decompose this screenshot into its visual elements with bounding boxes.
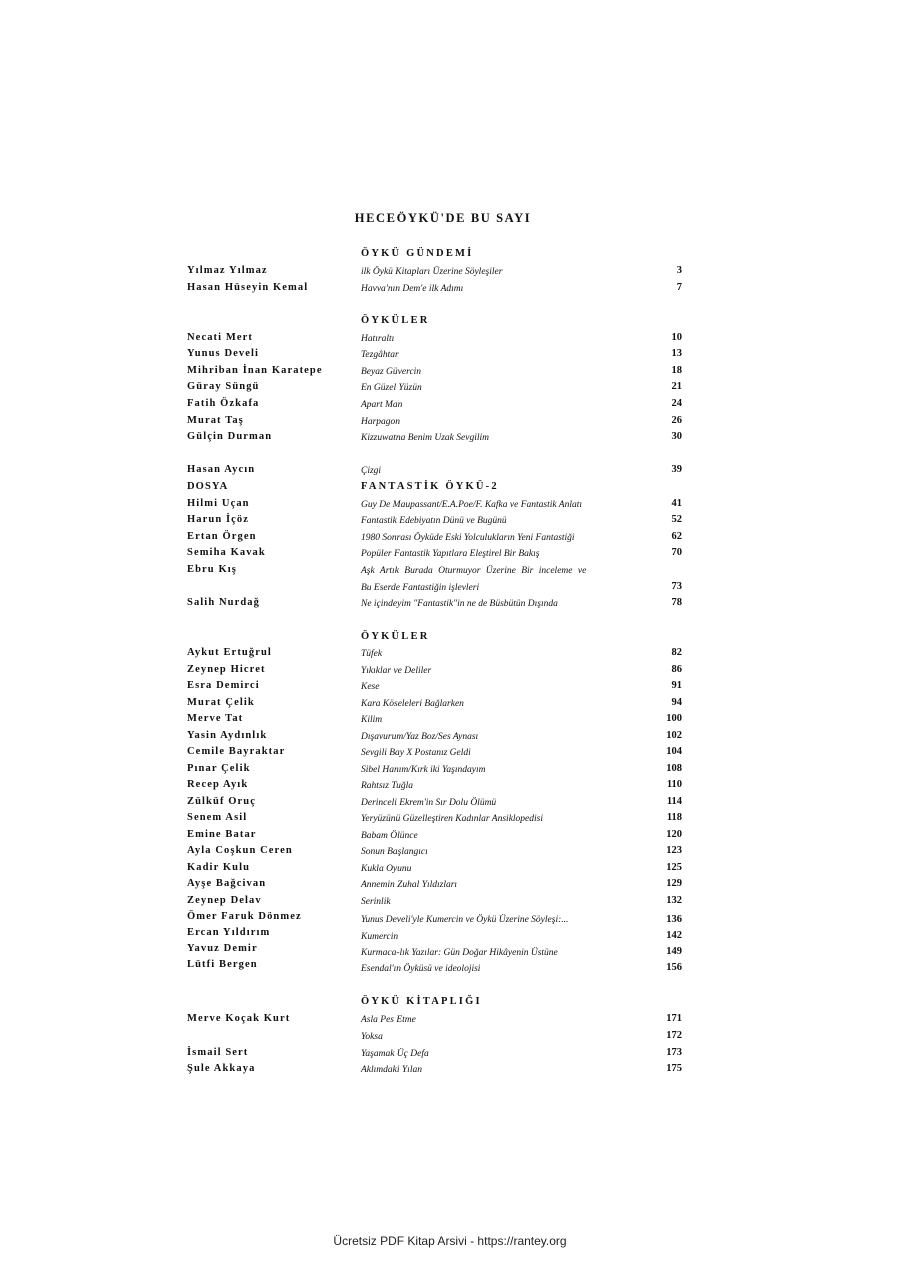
work-title: Sibel Hanım/Kırk iki Yaşındayım — [361, 765, 486, 775]
work-title: Yunus Develi'yle Kumercin ve Öykü Üzerine Söyleşi:... — [361, 915, 569, 925]
page-number: 149 — [666, 946, 682, 957]
author-name: Zeynep Hicret — [187, 664, 266, 675]
toc-row — [0, 745, 900, 761]
dossier-row — [0, 480, 900, 496]
page-number: 30 — [671, 431, 682, 442]
work-title: 1980 Sonrası Öyküde Eski Yolculukların Yeni Fantastiği — [361, 533, 575, 543]
toc-row — [0, 430, 900, 446]
toc-row — [0, 1029, 900, 1045]
author-name: Esra Demirci — [187, 680, 260, 691]
page-number: 13 — [671, 348, 682, 359]
toc-row — [0, 513, 900, 529]
work-title: Kese — [361, 682, 380, 692]
author-name: Ercan Yıldırım — [187, 927, 271, 938]
work-title: Yaşamak Üç Defa — [361, 1049, 429, 1059]
work-title: En Güzel Yüzün — [361, 383, 422, 393]
page-number: 70 — [671, 547, 682, 558]
work-title: Fantastik Edebiyatın Dünü ve Bugünü — [361, 516, 507, 526]
toc-row — [0, 281, 900, 297]
page-number: 136 — [666, 914, 682, 925]
toc-row — [0, 894, 900, 910]
toc-row — [0, 264, 900, 280]
author-name: Yavuz Demir — [187, 943, 258, 954]
work-title: Annemin Zuhal Yıldızları — [361, 880, 458, 890]
work-title: Aklımdaki Yılan — [361, 1065, 422, 1075]
page-number: 110 — [666, 779, 682, 790]
toc-row — [0, 679, 900, 695]
author-name: Semiha Kavak — [187, 547, 266, 558]
work-title: Serinlik — [361, 897, 391, 907]
toc-row — [0, 958, 900, 974]
toc-row — [0, 380, 900, 396]
toc-row — [0, 712, 900, 728]
work-title: Kurmaca-lık Yazılar: Gün Doğar Hikâyenin Üstüne — [361, 948, 558, 958]
page-number: 108 — [666, 763, 682, 774]
page-number: 82 — [671, 647, 682, 658]
toc-row — [0, 546, 900, 562]
section-heading: FANTASTİK ÖYKÜ-2 — [361, 481, 499, 492]
author-name: Zeynep Delav — [187, 895, 262, 906]
work-title: Esendal'ın Öyküsü ve ideolojisi — [361, 964, 481, 974]
page-number: 94 — [671, 697, 682, 708]
toc-row — [0, 1062, 900, 1078]
toc-row — [0, 828, 900, 844]
author-name: Fatih Özkafa — [187, 398, 260, 409]
page-number: 173 — [666, 1047, 682, 1058]
author-name: Gülçin Durman — [187, 431, 273, 442]
toc-row — [0, 1012, 900, 1028]
author-name: Necati Mert — [187, 332, 254, 343]
toc-row — [0, 696, 900, 712]
page-number: 41 — [671, 498, 682, 509]
author-name: Recep Ayık — [187, 779, 249, 790]
work-title: Sevgili Bay X Postanız Geldi — [361, 748, 471, 758]
page-number: 7 — [676, 282, 682, 293]
work-title: Asla Pes Etme — [361, 1015, 416, 1025]
toc-row — [0, 663, 900, 679]
page-number: 39 — [671, 464, 682, 475]
toc-row — [0, 942, 900, 958]
work-title: Derinceli Ekrem'in Sır Dolu Ölümü — [361, 798, 497, 808]
author-name: Lütfi Bergen — [187, 959, 258, 970]
work-title: Kizzuwatna Benim Uzak Sevgilim — [361, 433, 489, 443]
page-number: 171 — [666, 1013, 682, 1024]
author-name: Mihriban İnan Karatepe — [187, 365, 323, 376]
author-name: Merve Tat — [187, 713, 244, 724]
author-name: Emine Batar — [187, 829, 257, 840]
page-number: 26 — [671, 415, 682, 426]
toc-row — [0, 463, 900, 479]
author-name: Ayla Coşkun Ceren — [187, 845, 293, 856]
author-name: Ertan Örgen — [187, 531, 257, 542]
author-name: Senem Asil — [187, 812, 248, 823]
work-title: Babam Ölünce — [361, 831, 418, 841]
work-title: Bu Eserde Fantastiğin işlevleri — [361, 583, 480, 593]
work-title: Dışavurum/Yaz Boz/Ses Aynası — [361, 732, 479, 742]
author-name: İsmail Sert — [187, 1047, 249, 1058]
toc-row — [0, 397, 900, 413]
work-title: Sonun Başlangıcı — [361, 847, 428, 857]
work-title: Tüfek — [361, 649, 383, 659]
footer-text: Ücretsiz PDF Kitap Arsivi - https://rantey.org — [333, 1234, 567, 1248]
work-title: Hatıraltı — [361, 334, 395, 344]
page-number: 123 — [666, 845, 682, 856]
page-number: 104 — [666, 746, 682, 757]
author-name: Merve Koçak Kurt — [187, 1013, 291, 1024]
toc-row — [0, 414, 900, 430]
author-name: Hasan Aycın — [187, 464, 256, 475]
author-name: Hasan Hüseyin Kemal — [187, 282, 309, 293]
toc-row — [0, 926, 900, 942]
section-heading: ÖYKÜLER — [361, 631, 430, 642]
author-name: Yasin Aydınlık — [187, 730, 268, 741]
toc-row — [0, 795, 900, 811]
page-number: 120 — [666, 829, 682, 840]
toc-row — [0, 861, 900, 877]
author-name: Ebru Kış — [187, 564, 237, 575]
toc-row — [0, 910, 900, 926]
page-number: 62 — [671, 531, 682, 542]
toc-row — [0, 563, 900, 579]
toc-row — [0, 762, 900, 778]
work-title: Çizgi — [361, 466, 382, 476]
page-number: 91 — [671, 680, 682, 691]
author-name: Aykut Ertuğrul — [187, 647, 272, 658]
page-number: 129 — [666, 878, 682, 889]
author-name: Murat Taş — [187, 415, 244, 426]
page-number: 172 — [666, 1030, 682, 1041]
work-title: Yıkıklar ve Deliler — [361, 666, 432, 676]
work-title: Popüler Fantastik Yapıtlara Eleştirel Bir Bakış — [361, 549, 540, 559]
author-name: Şule Akkaya — [187, 1063, 256, 1074]
toc-row — [0, 347, 900, 363]
author-name: Hilmi Uçan — [187, 498, 250, 509]
toc-row — [0, 364, 900, 380]
work-title: Kilim — [361, 715, 383, 725]
work-title: Apart Man — [361, 400, 403, 410]
page-number: 142 — [666, 930, 682, 941]
page-number: 102 — [666, 730, 682, 741]
author-name: Kadir Kulu — [187, 862, 251, 873]
dossier-label: DOSYA — [187, 481, 229, 492]
toc-row — [0, 729, 900, 745]
work-title: Ne içindeyim "Fantastik"in ne de Büsbütün Dışında — [361, 599, 558, 609]
toc-row — [0, 778, 900, 794]
work-title: Yeryüzünü Güzelleştiren Kadınlar Ansiklopedisi — [361, 814, 543, 824]
toc-row — [0, 646, 900, 662]
page-number: 24 — [671, 398, 682, 409]
page-number: 10 — [671, 332, 682, 343]
author-name: Cemile Bayraktar — [187, 746, 286, 757]
author-name: Harun İçöz — [187, 514, 250, 525]
page-number: 52 — [671, 514, 682, 525]
page-number: 125 — [666, 862, 682, 873]
author-name: Güray Süngü — [187, 381, 260, 392]
work-title: Kumercin — [361, 932, 399, 942]
work-title: Kara Köseleleri Bağlarken — [361, 699, 464, 709]
toc-row — [0, 1046, 900, 1062]
toc-row — [0, 596, 900, 612]
toc-row — [0, 811, 900, 827]
author-name: Salih Nurdağ — [187, 597, 261, 608]
toc-row — [0, 580, 900, 596]
author-name: Yunus Develi — [187, 348, 260, 359]
work-title: ilk Öykü Kitapları Üzerine Söyleşiler — [361, 267, 503, 277]
work-title: Kukla Oyunu — [361, 864, 412, 874]
toc-row — [0, 844, 900, 860]
work-title: Harpagon — [361, 417, 401, 427]
toc-row — [0, 530, 900, 546]
author-name: Yılmaz Yılmaz — [187, 265, 268, 276]
work-title: Beyaz Güvercin — [361, 367, 422, 377]
work-title: Havva'nın Dem'e ilk Adımı — [361, 284, 464, 294]
work-title: Guy De Maupassant/E.A.Poe/F. Kafka ve Fantastik Anlatı — [361, 500, 583, 510]
page-number: 156 — [666, 962, 682, 973]
page-number: 132 — [666, 895, 682, 906]
work-title: Tezgâhtar — [361, 350, 399, 360]
page-number: 100 — [666, 713, 682, 724]
toc-row — [0, 877, 900, 893]
page-number: 175 — [666, 1063, 682, 1074]
toc-row — [0, 331, 900, 347]
page-number: 118 — [666, 812, 682, 823]
page-number: 73 — [671, 581, 682, 592]
page-title: HECEÖYKÜ'DE BU SAYI — [354, 211, 532, 225]
author-name: Pınar Çelik — [187, 763, 251, 774]
work-title: Yoksa — [361, 1032, 383, 1042]
section-heading: ÖYKÜ GÜNDEMİ — [361, 248, 474, 259]
work-title: Rahtsız Tuğla — [361, 781, 413, 791]
page-number: 86 — [671, 664, 682, 675]
page-number: 78 — [671, 597, 682, 608]
page-number: 18 — [671, 365, 682, 376]
author-name: Zülküf Oruç — [187, 796, 256, 807]
section-heading: ÖYKÜLER — [361, 315, 430, 326]
section-heading: ÖYKÜ KİTAPLIĞI — [361, 996, 482, 1007]
page-number: 21 — [671, 381, 682, 392]
toc-row — [0, 497, 900, 513]
author-name: Ayşe Bağcivan — [187, 878, 267, 889]
author-name: Murat Çelik — [187, 697, 255, 708]
author-name: Ömer Faruk Dönmez — [187, 911, 302, 922]
page-number: 114 — [666, 796, 682, 807]
page-number: 3 — [676, 265, 682, 276]
work-title: Aşk Artık Burada Oturmuyor Üzerine Bir inceleme ve — [361, 566, 587, 576]
